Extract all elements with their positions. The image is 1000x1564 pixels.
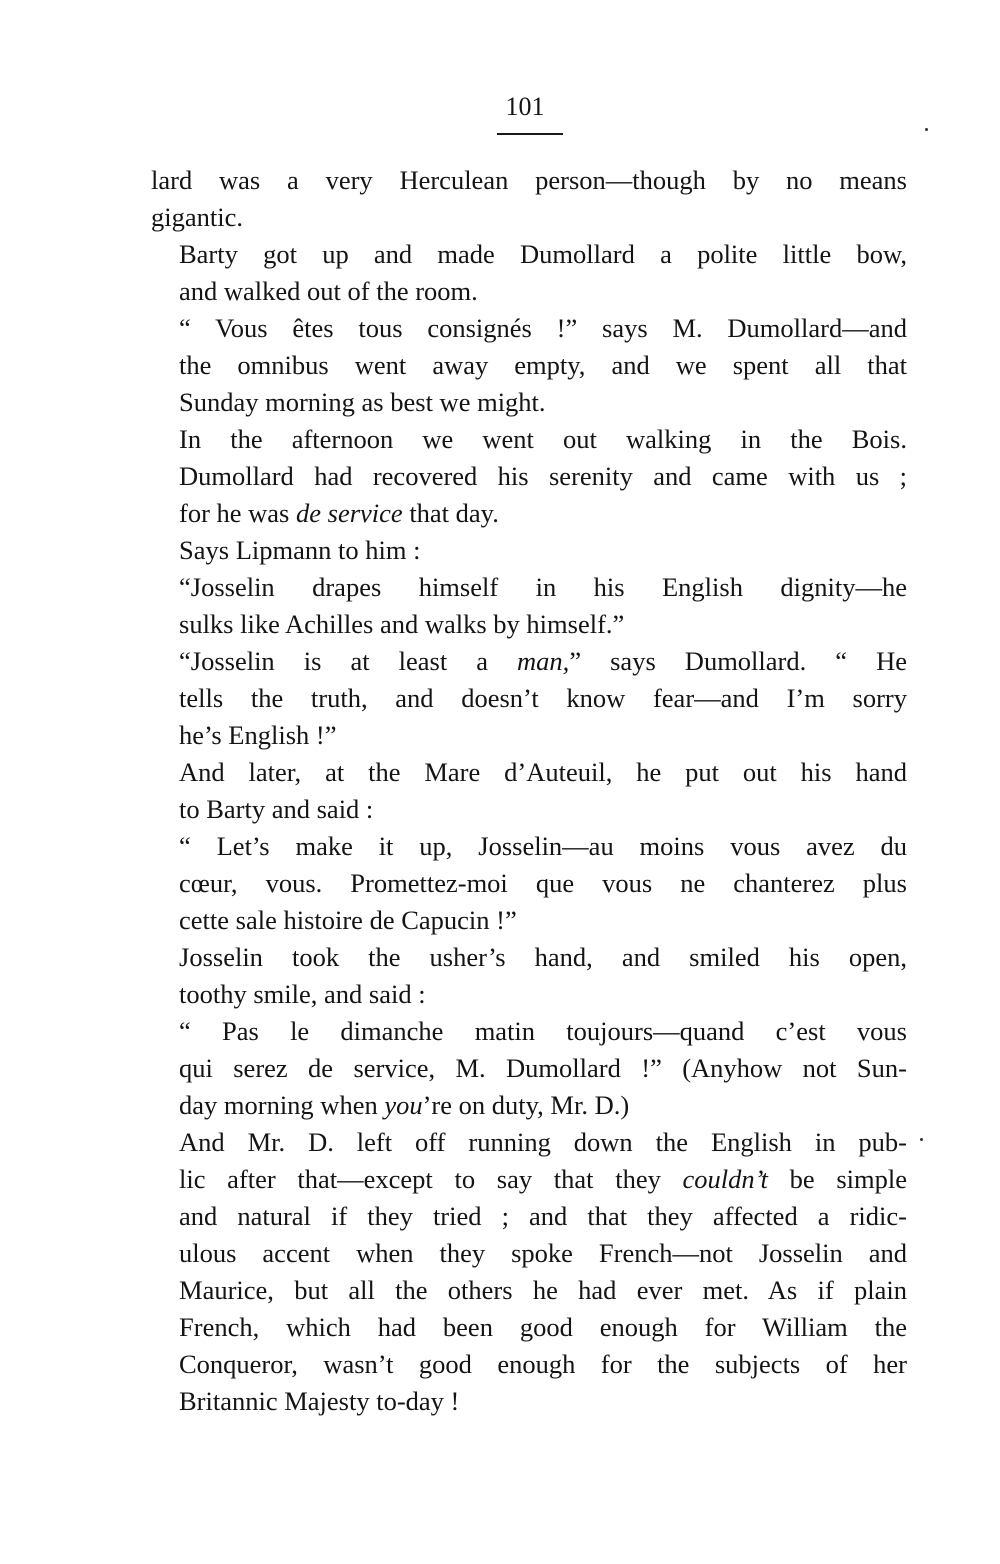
paragraph [151,643,907,754]
text-segment: qui serez de service, M. Dumollard !” (Anyhow not Sun- [179,1053,907,1083]
text-line [151,162,907,199]
paragraph [151,828,907,939]
text-line [151,1050,907,1087]
text-segment: And Mr. D. left off running down the English in pub- [179,1127,907,1157]
paragraph [151,754,907,828]
text-line [151,1235,907,1272]
text-line [151,717,907,754]
text-segment: Sunday morning as best we might. [179,387,546,417]
body-text [151,162,907,1420]
text-line [151,1087,907,1124]
text-segment: ’re on duty, Mr. D.) [422,1090,630,1120]
text-segment: cœur, vous. Promettez-moi que vous ne chanterez plus [179,868,907,898]
text-line [151,1383,907,1420]
text-segment: and walked out of the room. [179,276,478,306]
text-segment: lic after that—except to say that they [179,1164,683,1194]
text-segment: Maurice, but all the others he had ever met. As if plain [179,1275,907,1305]
text-segment: for he was [179,498,296,528]
text-segment: ” says Dumollard. “ He [569,646,907,676]
paragraph [151,421,907,532]
paragraph [151,1124,907,1420]
text-line [151,384,907,421]
italic-text: couldn’t [682,1164,768,1194]
italic-text: you [384,1090,423,1120]
page-number: 101 [505,92,545,121]
text-segment: that day. [402,498,499,528]
text-line [151,643,907,680]
paragraph [151,310,907,421]
text-line [151,680,907,717]
text-line [151,347,907,384]
paragraph [151,162,907,236]
text-line [151,1272,907,1309]
print-speck [920,1138,923,1141]
paragraph [151,532,907,569]
text-segment: toothy smile, and said : [179,979,426,1009]
text-line [151,606,907,643]
text-line [151,1198,907,1235]
text-segment: Conqueror, wasn’t good enough for the subjects of her [179,1349,907,1379]
paragraph [151,939,907,1013]
text-segment: the omnibus went away empty, and we spent all that [179,350,907,380]
text-line [151,532,907,569]
text-segment: Britannic Majesty to-day ! [179,1386,460,1416]
text-segment: ulous accent when they spoke French—not Josselin and [179,1238,907,1268]
text-line [151,1161,907,1198]
text-line [151,865,907,902]
text-line [151,421,907,458]
text-segment: “ Let’s make it up, Josselin—au moins vous avez du [179,831,907,861]
text-segment: French, which had been good enough for William the [179,1312,907,1342]
text-segment: lard was a very Herculean person—though by no means [151,165,907,195]
text-line [151,939,907,976]
page-number-rule [497,133,563,135]
text-line [151,273,907,310]
text-line [151,458,907,495]
paragraph [151,1013,907,1124]
text-segment: Dumollard had recovered his serenity and came with us ; [179,461,907,491]
text-line [151,1346,907,1383]
text-segment: And later, at the Mare d’Auteuil, he put out his hand [179,757,907,787]
text-segment: Josselin took the usher’s hand, and smiled his open, [179,942,907,972]
text-line [151,495,907,532]
text-line [151,754,907,791]
paragraph [151,236,907,310]
text-segment: “Josselin drapes himself in his English dignity—he [179,572,907,602]
print-speck [925,128,928,131]
text-line [151,902,907,939]
text-segment: “ Pas le dimanche matin toujours—quand c’est vous [179,1016,907,1046]
paragraph [151,569,907,643]
text-line [151,828,907,865]
text-line [151,199,907,236]
text-segment: day morning when [179,1090,385,1120]
italic-text: de service [296,498,403,528]
text-segment: sulks like Achilles and walks by himself.” [179,609,625,639]
text-segment: and natural if they tried ; and that they affected a ridic- [179,1201,907,1231]
text-line [151,236,907,273]
text-line [151,1309,907,1346]
text-segment: be simple [767,1164,907,1194]
text-segment: “Josselin is at least a [179,646,518,676]
text-segment: he’s English !” [179,720,337,750]
text-line [151,569,907,606]
text-segment: Says Lipmann to him : [179,535,421,565]
text-segment: Barty got up and made Dumollard a polite little bow, [179,239,907,269]
text-segment: “ Vous êtes tous consignés !” says M. Dumollard—and [179,313,907,343]
text-segment: tells the truth, and doesn’t know fear—and I’m sorry [179,683,907,713]
italic-text: man, [517,646,570,676]
text-line [151,1124,907,1161]
text-line [151,976,907,1013]
text-line [151,1013,907,1050]
text-segment: to Barty and said : [179,794,374,824]
text-line [151,791,907,828]
text-segment: gigantic. [151,202,243,232]
text-segment: In the afternoon we went out walking in the Bois. [179,424,907,454]
text-segment: cette sale histoire de Capucin !” [179,905,517,935]
text-line [151,310,907,347]
